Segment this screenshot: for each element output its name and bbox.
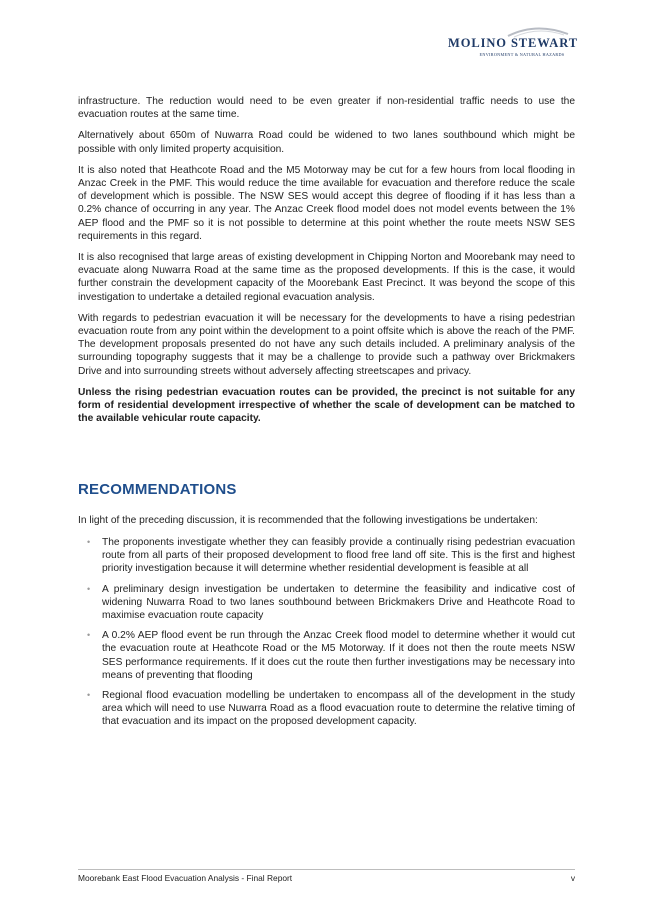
list-item [78,583,575,623]
paragraph-road-widening: Alternatively about 650m of Nuwarra Road could be widened to two lanes southbound which might be possible with only limited property acquisition. [78,130,575,155]
logo-wordmark: MOLINO STEWART [448,36,578,50]
company-logo [448,24,578,58]
paragraph-pedestrian-evacuation: With regards to pedestrian evacuation it will be necessary for the developments to have a rising pedestrian evacuation route from any point within the development to a point offsite which is above the reach of the PMF. The development proposals presented do not have any such details included. A preliminary analysis of the surrounding topography suggests that it may be a challenge to provide such a pathway over Brickmakers Drive and into surrounding streets without adversely affecting streetscapes and privacy. [78,312,575,377]
list-item-text: A preliminary design investigation be undertaken to determine the feasibility and indicative cost of widening Nuwarra Road to two lanes southbound between Brickmakers Drive and Heathcote Road to maximise evacuation route capacity [102,583,575,622]
recommendations-list [78,536,575,736]
paragraph-conclusion: Unless the rising pedestrian evacuation routes can be provided, the precinct is not suitable for any form of residential development irrespective of whether the scale of development can be matched to the available vehicular route capacity. [78,386,575,425]
section-heading: RECOMMENDATIONS [78,481,237,498]
list-item-text: A 0.2% AEP flood event be run through the Anzac Creek flood model to determine whether it would cut the evacuation route at Heathcote Road or the M5 Motorway. If it does not then the route meets NSW SES performance requirements. If it does cut the route then further investigations may be necessary into means of preventing that flooding [102,630,575,681]
paragraph-local-flooding: It is also noted that Heathcote Road and the M5 Motorway may be cut for a few hours from local flooding in Anzac Creek in the PMF. This would reduce the time available for evacuation and therefore reduce the scale of development which is possible. The NSW SES would accept this degree of flooding if it has less than a 0.2% chance of occurring in any year. The Anzac Creek flood model does not model events between the 1% AEP flood and the PMF so it is not possible to determine at this point whether the route meets NSW SES requirements in this regard. [78,164,575,242]
bullet-icon: • [87,690,91,701]
paragraph-regional-evacuation: It is also recognised that large areas of existing development in Chipping Norton and Moorebank may need to evacuate along Nuwarra Road at the same time as the proposed developments. If this is the case, it would further constrain the development capacity of the Moorebank East Precinct. It was beyond the scope of this investigation to undertake a detailed regional evacuation analysis. [78,252,575,303]
recommendations-intro: In light of the preceding discussion, it is recommended that the following investigations be undertaken: [78,515,538,526]
list-item [78,536,575,576]
body-text [78,95,575,433]
logo-tagline: ENVIRONMENT & NATURAL HAZARDS [479,52,565,57]
footer-page-number: v [570,873,575,883]
list-item-text: The proponents investigate whether they can feasibly provide a continually rising pedestrian evacuation route from all parts of their proposed development to flood free land off site. This is the first and highest priority investigation because it will determine whether residential development is feasible at all [102,537,575,575]
bullet-icon: • [87,583,91,594]
bullet-icon: • [87,630,91,641]
bullet-icon: • [87,537,91,547]
list-item [78,629,575,682]
footer-report-title: Moorebank East Flood Evacuation Analysis - Final Report [78,873,293,883]
list-item [78,689,575,729]
footer-divider [78,869,575,870]
list-item-text: Regional flood evacuation modelling be undertaken to encompass all of the development in the study area which will need to use Nuwarra Road as a flood evacuation route to determine the relative timing of that evacuation and its impact on the proposed development capacity. [102,690,575,728]
paragraph-infrastructure: infrastructure. The reduction would need to be even greater if non-residential traffic needs to use the evacuation routes at the same time. [78,96,575,121]
